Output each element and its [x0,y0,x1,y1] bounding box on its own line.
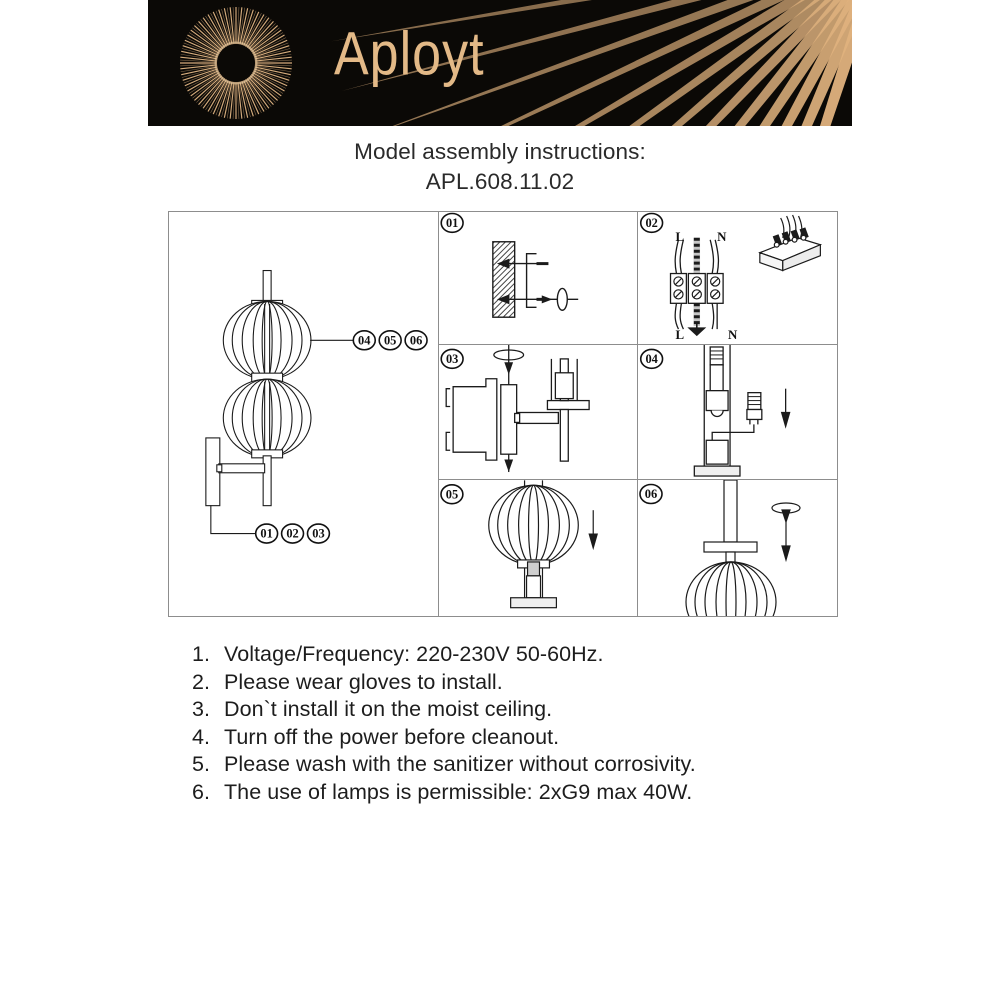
svg-text:02: 02 [645,215,658,230]
note-item [172,669,872,697]
note-number: 4. [191,724,210,749]
step-06-drawing [638,480,837,616]
callout-group-top [353,331,427,350]
note-text: Voltage/Frequency: 220-230V 50-60Hz. [224,642,604,666]
panel-step-05 [439,480,638,616]
panel-step-01 [439,212,638,345]
note-number: 6. [191,779,210,804]
step-03-drawing [439,345,637,479]
svg-text:03: 03 [445,351,459,366]
panel-step-03 [439,345,638,480]
note-text: Don`t install it on the moist ceiling. [224,697,553,721]
note-text: Turn off the power before cleanout. [224,724,560,749]
header-graphics [148,0,852,126]
sunburst-icon [180,7,292,119]
panel-step-02 [638,212,837,345]
note-number: 3. [191,697,210,721]
svg-text:02: 02 [286,526,299,541]
note-item [172,724,872,752]
panel-step-06 [638,480,837,616]
safety-notes-list [172,641,872,806]
note-text: The use of lamps is permissible: 2xG9 max 40W. [224,779,693,804]
step-01-drawing [439,212,637,344]
title-line-2: APL.608.11.02 [425,169,575,194]
step-02-drawing [638,212,837,344]
brand-header [148,0,852,126]
panel-step-04 [638,345,837,480]
svg-text:05: 05 [383,333,397,348]
note-text: Please wash with the sanitizer without corrosivity. [224,752,696,776]
title-line-1: Model assembly instructions: [354,139,646,164]
label-neutral-bottom: N [728,328,738,343]
product-overview-drawing [169,212,438,616]
panel-product-overview [169,212,439,616]
note-number: 1. [191,642,210,666]
label-live-top: L [675,229,685,244]
note-item [172,779,872,807]
svg-text:04: 04 [645,351,658,366]
label-neutral-top: N [717,229,727,244]
note-number: 2. [191,669,210,694]
page-title [0,137,1000,197]
svg-text:04: 04 [358,333,371,348]
note-item [172,751,872,779]
note-item [172,641,872,669]
step-05-drawing [439,480,637,616]
note-text: Please wear gloves to install. [224,669,503,694]
label-live-bottom: L [675,328,685,343]
svg-text:06: 06 [409,333,423,348]
svg-text:01: 01 [260,526,273,541]
note-number: 5. [191,752,210,776]
svg-text:05: 05 [445,487,459,502]
assembly-diagram-grid [168,211,838,617]
svg-text:03: 03 [312,526,325,541]
step-04-drawing [638,345,837,479]
brand-wordmark: Aployt [334,20,485,89]
svg-text:01: 01 [445,215,459,230]
note-item [172,696,872,724]
callout-group-bottom [256,524,330,543]
svg-text:06: 06 [644,487,658,501]
